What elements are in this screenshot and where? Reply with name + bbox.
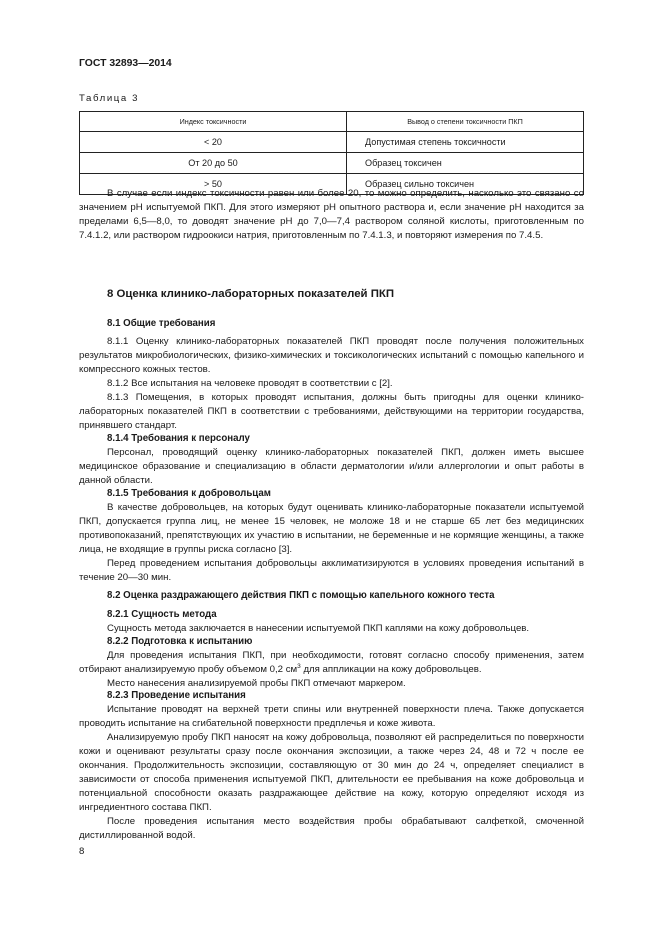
section-8-title: 8 Оценка клинико-лабораторных показателей ПКП [107, 288, 395, 300]
page-number: 8 [79, 846, 85, 857]
subsection-8-1-4-title: 8.1.4 Требования к персоналу [107, 433, 250, 444]
paragraph-after-table: В случае если индекс токсичности равен или более 20, то можно определить, насколько это связано со значением рН испытуемой ПКП. Для этого измеряют рН опытного раствора и, если значение рН находится за пределами 6,5—8,0, то доводят значение рН до 7,0—7,4 раствором соляной кислоты, приготовленным по 7.4.1.2, или раствором гидроокиси натрия, приготовленным по 7.4.1.3, и повторяют измерения по 7.4.5. [79, 188, 584, 241]
paragraph-8-1-3: 8.1.3 Помещения, в которых проводят испытания, должны быть пригодны для оценки клинико-лабораторных показателей ПКП в соответствии с требованиями, действующими на территории государства, принявшего стандарт. [79, 392, 584, 431]
subsection-8-2-2-title: 8.2.2 Подготовка к испытанию [107, 636, 253, 647]
paragraph-8-1-2: 8.1.2 Все испытания на человеке проводят в соответствии с [2]. [107, 378, 393, 389]
section-8-2-title: 8.2 Оценка раздражающего действия ПКП с помощью капельного кожного теста [107, 590, 495, 601]
section-8-1-4-body: Персонал, проводящий оценку клинико-лабораторных показателей ПКП, должен иметь высшее медицинское образование и специализацию в области дерматологии и/или аллергологии и опыт работы в данной области. [79, 447, 584, 486]
subsection-8-2-1-title: 8.2.1 Сущность метода [107, 609, 217, 620]
table-cell: > 50 [80, 174, 347, 195]
section-8-2-3-body: Испытание проводят на верхней трети спины или внутренней поверхности плеча. Также допускается проводить испытание на сгибательной поверхности предплечья и коже живота. Анализируемую пробу ПКП наносят на кожу добровольца, позволяют ей распределиться по поверхности кожи и оценивают результаты сразу после окончания экспозиции, а также через 24, 48 и 72 ч после ее окончания. Продолжительность экспозиции, составляющую от 30 мин до 24 ч, определяет специалист в зависимости от способа применения испытуемой ПКП, длительности ее пребывания на коже добровольца и потенциальной способности оказать раздражающее действие на кожу, которую определяют исходя из ингредиентного состава ПКП. После проведения испытания место воздействия пробы обрабатывают салфеткой, смоченной дистиллированной водой. [79, 704, 584, 841]
table-row [80, 132, 584, 153]
column-header: Индекс токсичности [80, 112, 347, 132]
table-cell: От 20 до 50 [80, 153, 347, 174]
paragraph-8-1-1: 8.1.1 Оценку клинико-лабораторных показателей ПКП проводят после получения положительных результатов микробиологических, физико-химических и токсикологических испытаний с помощью капельного и компрессного кожных тестов. [79, 336, 584, 375]
section-8-2-1-body: Сущность метода заключается в нанесении испытуемой ПКП каплями на кожу добровольцев. [107, 623, 530, 634]
document-code: ГОСТ 32893—2014 [79, 58, 172, 69]
table-cell: Образец токсичен [347, 153, 584, 174]
column-header: Вывод о степени токсичности ПКП [347, 112, 584, 132]
table-cell: Допустимая степень токсичности [347, 132, 584, 153]
toxicity-table [79, 111, 584, 195]
section-8-1-body [79, 335, 584, 433]
table-cell: < 20 [80, 132, 347, 153]
table-cell: Образец сильно токсичен [347, 174, 584, 195]
subsection-8-1-5-title: 8.1.5 Требования к добровольцам [107, 488, 271, 499]
section-8-1-title: 8.1 Общие требования [107, 318, 216, 329]
subsection-8-2-3-title: 8.2.3 Проведение испытания [107, 690, 246, 701]
section-8-1-5-body: В качестве добровольцев, на которых будут оценивать клинико-лабораторные показатели испытуемой ПКП, допускается группа лиц, не менее 15 человек, не моложе 18 и не старше 65 лет без медицинских противопоказаний, препятствующих их участию в испытании, не беременные и не кормящие женщины, а также лица, не входящие в группы риска согласно [3]. Перед проведением испытания добровольцы акклиматизируются в условиях проведения испытаний в течение 20—30 мин. [79, 502, 584, 583]
section-8-2-2-body: Для проведения испытания ПКП, при необходимости, готовят согласно способу применения, затем отбирают анализируемую пробу объемом 0,2 $см^3$ для аппликации на кожу добровольцев. Место нанесения анализируемой пробы ПКП отмечают маркером. [79, 650, 584, 689]
table-row [80, 153, 584, 174]
table-caption: Таблица 3 [79, 93, 140, 104]
table-header-row [80, 112, 584, 132]
